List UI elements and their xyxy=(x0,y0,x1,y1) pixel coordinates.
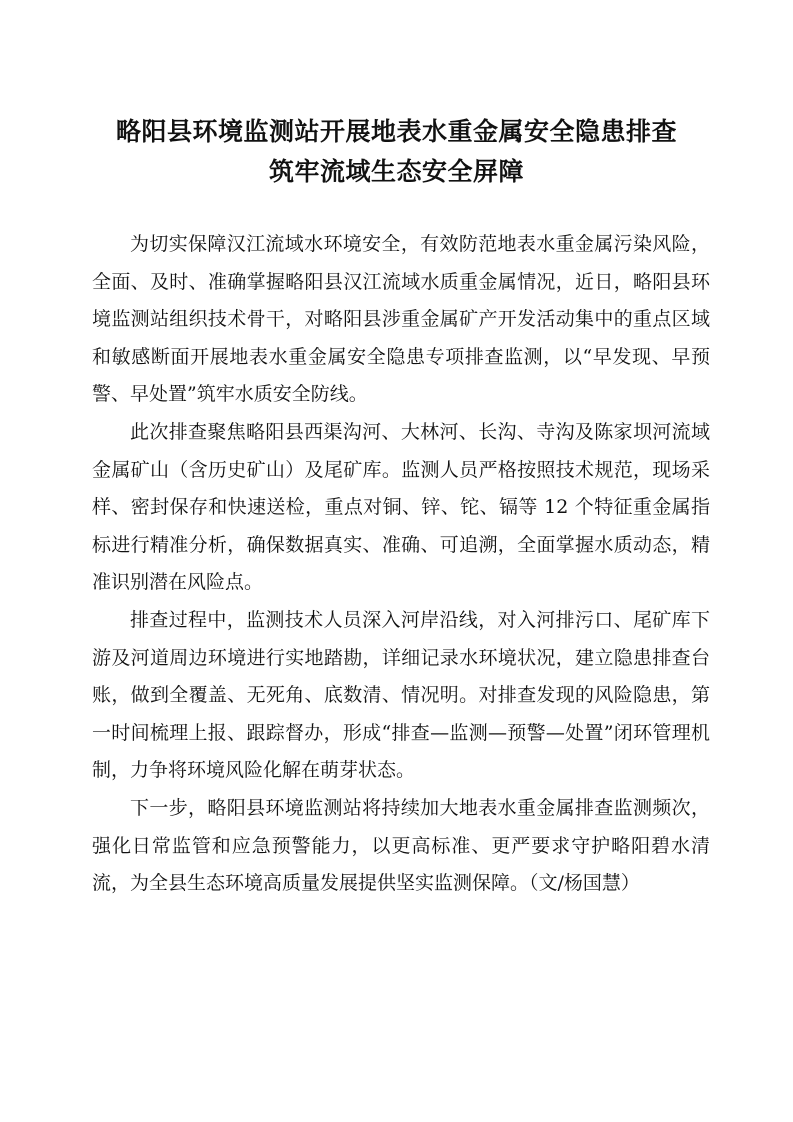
paragraph-1: 为切实保障汉江流域水环境安全，有效防范地表水重金属污染风险，全面、及时、准确掌握略阳县汉江流域水质重金属情况，近日，略阳县环境监测站组织技术骨干，对略阳县涉重金属矿产开发活动集中的重点区域和敏感断面开展地表水重金属安全隐患专项排查监测，以“早发现、早预警、早处置”筑牢水质安全防线。 xyxy=(92,233,710,406)
paragraph-4: 下一步，略阳县环境监测站将持续加大地表水重金属排查监测频次，强化日常监管和应急预警能力，以更高标准、更严要求守护略阳碧水清流，为全县生态环境高质量发展提供坚实监测保障。（文/杨国慧） xyxy=(92,796,710,895)
title-line-1: 略阳县环境监测站开展地表水重金属安全隐患排查 xyxy=(115,117,677,146)
paragraph-2: 此次排查聚焦略阳县西渠沟河、大林河、长沟、寺沟及陈家坝河流域金属矿山（含历史矿山）及尾矿库。监测人员严格按照技术规范，现场采样、密封保存和快速送检，重点对铜、锌、铊、镉等 12 个特征重金属指标进行精准分析，确保数据真实、准确、可追溯，全面掌握水质动态，精准识别潜在风险点。 xyxy=(92,420,710,594)
title-line-2: 筑牢流域生态安全屏障 xyxy=(268,157,524,186)
paragraph-3: 排查过程中，监测技术人员深入河岸沿线，对入河排污口、尾矿库下游及河道周边环境进行实地踏勘，详细记录水环境状况，建立隐患排查台账，做到全覆盖、无死角、底数清、情况明。对排查发现的风险隐患，第一时间梳理上报、跟踪督办，形成“排查—监测—预警—处置”闭环管理机制，力争将环境风险化解在萌芽状态。 xyxy=(92,608,710,782)
document-title xyxy=(90,112,703,192)
document-body xyxy=(92,226,710,903)
